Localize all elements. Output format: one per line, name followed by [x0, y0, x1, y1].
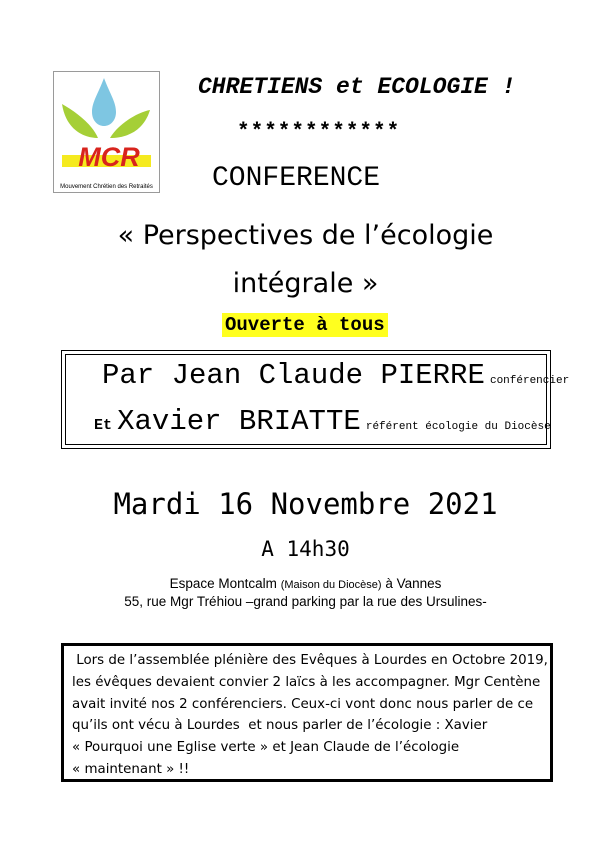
venue-paren: (Maison du Diocèse)	[280, 579, 382, 591]
open-to-all-badge: Ouverte à tous	[222, 313, 388, 337]
description-line: qu’ils ont vécu à Lourdes et nous parler de l’écologie : Xavier	[72, 718, 488, 734]
event-time: A 14h30	[261, 537, 350, 561]
speaker-1-name: Par Jean Claude PIERRE	[102, 359, 485, 392]
description-line: les évêques devaient convier 2 laïcs à les accompagner. Mgr Centène	[72, 674, 541, 690]
speaker-2-role: référent écologie du Diocèse	[365, 421, 551, 433]
description-line: « maintenant » !!	[72, 761, 190, 777]
speaker-2-and: Et	[94, 417, 113, 434]
mcr-logo	[53, 71, 160, 193]
venue-line	[0, 576, 611, 591]
event-date: Mardi 16 Novembre 2021	[113, 487, 498, 521]
conference-heading: CONFERENCE	[212, 163, 381, 194]
topic-line-2: intégrale »	[232, 268, 379, 299]
speaker-line-1	[102, 359, 569, 392]
logo-text: MCR	[78, 142, 140, 172]
description-text	[72, 650, 552, 781]
venue-address: 55, rue Mgr Tréhiou –grand parking par la rue des Ursulines-	[124, 594, 487, 609]
speaker-2-name: Xavier BRIATTE	[117, 405, 361, 438]
stars-divider: ************	[237, 121, 401, 144]
description-line: Lors de l’assemblée plénière des Evêques à Lourdes en Octobre 2019,	[72, 653, 548, 668]
description-line: « Pourquoi une Eglise verte » et Jean Claude de l’écologie	[72, 740, 460, 756]
topic-line-1: « Perspectives de l’écologie	[117, 220, 494, 251]
logo-caption: Mouvement Chrétien des Retraités	[60, 184, 153, 190]
speaker-line-2	[94, 405, 551, 438]
speaker-1-role: conférencier	[489, 375, 570, 387]
mcr-logo-icon	[54, 72, 159, 184]
venue-city: à Vannes	[381, 576, 442, 591]
page-title: CHRETIENS et ECOLOGIE !	[198, 74, 516, 100]
venue-name: Espace Montcalm	[169, 576, 277, 591]
description-line: avait invité nos 2 conférenciers. Ceux-ci vont donc nous parler de ce	[72, 696, 534, 712]
